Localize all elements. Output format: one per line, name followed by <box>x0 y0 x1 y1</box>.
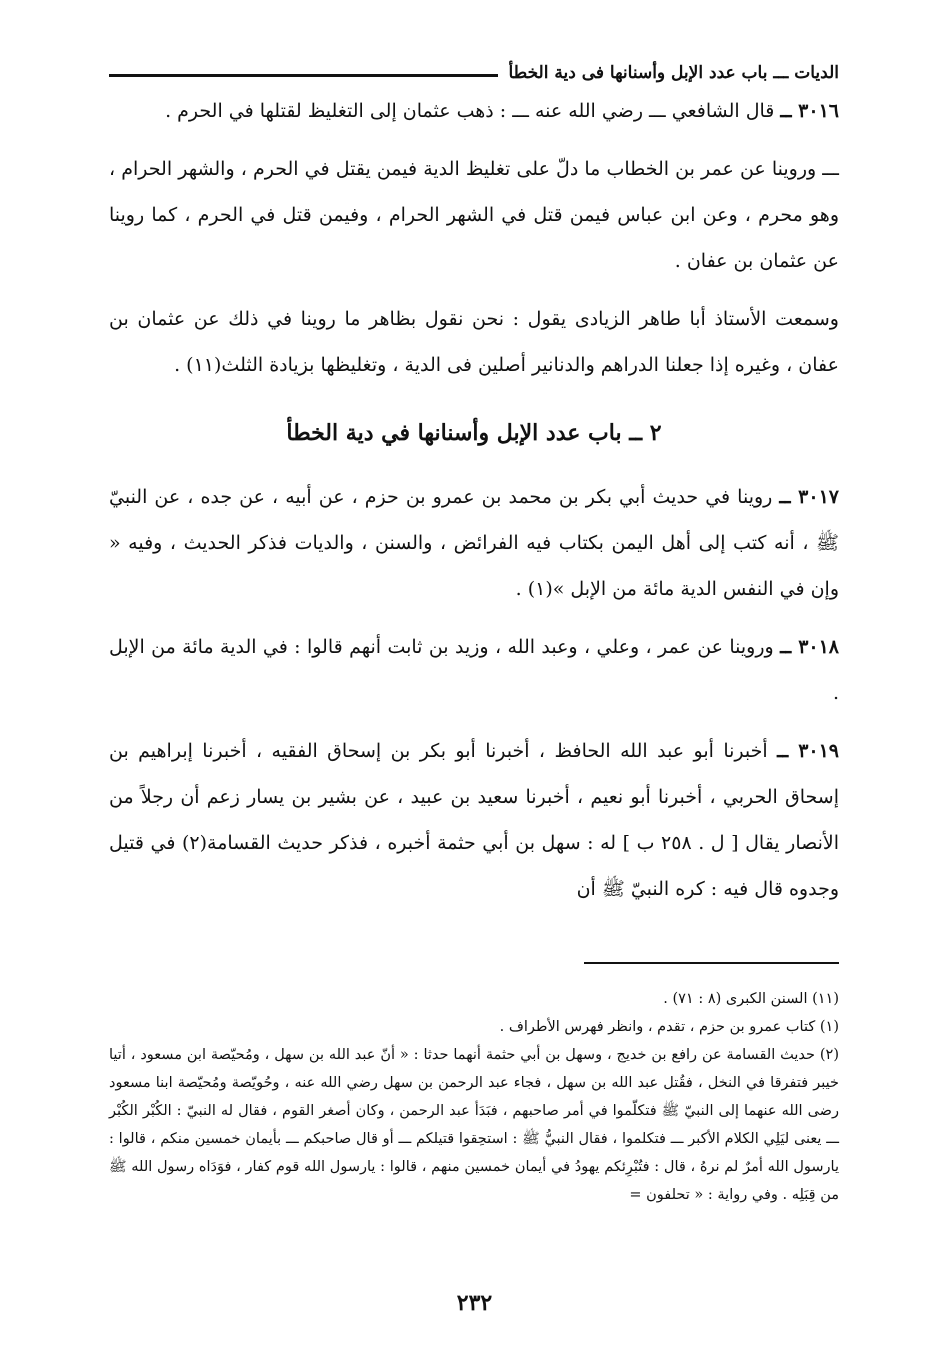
footnote-1: (١) كتاب عمرو بن حزم ، تقدم ، وانظر فهرس الأطراف . <box>499 1019 839 1035</box>
footnotes <box>109 985 839 1209</box>
page-number: ٢٣٢ <box>456 1290 493 1316</box>
footnote-11: (١١) السنن الكبرى (٨ : ٧١) . <box>663 991 839 1007</box>
running-head-text: الديات ـــ باب عدد الإبل وأسنانها فى دية الخطأ <box>508 63 839 83</box>
paragraph-3016 <box>109 88 839 134</box>
running-head-rule <box>109 74 498 77</box>
paragraph-text: ـــ وروينا عن عمر بن الخطاب ما دلّ على تغليظ الدية فيمن يقتل في الحرم ، والشهر الحرام ، وهو محرم ، وعن ابن عباس فيمن قتل في الشهر الحرام ، وفيمن قتل في الحرم ، كما روينا عن عثمان بن عفان . <box>109 158 839 272</box>
running-head <box>109 58 839 88</box>
paragraph-3018 <box>109 624 839 716</box>
paragraph-text: روينا في حديث أبي بكر بن محمد بن عمرو بن حزم ، عن أبيه ، عن جده ، عن النبيّ ﷺ ، أنه كتب إلى أهل اليمن بكتاب فيه الفرائض ، والسنن ، والديات فذكر الحديث ، وفيه « وإن في النفس الدية مائة من الإبل »(١) . <box>109 486 839 600</box>
paragraph-text: قال الشافعي ـــ رضي الله عنه ـــ : ذهب عثمان إلى التغليظ لقتلها في الحرم . <box>165 100 775 122</box>
hadith-number: ٣٠١٩ ــ <box>777 740 840 762</box>
hadith-number: ٣٠١٨ ــ <box>780 636 840 658</box>
paragraph-3017 <box>109 474 839 612</box>
section-title: ٢ ــ باب عدد الإبل وأسنانها في دية الخطأ <box>286 420 662 446</box>
footnote-rule <box>584 962 839 964</box>
paragraph-omar <box>109 146 839 284</box>
main-text <box>109 88 839 912</box>
paragraph-text: وروينا عن عمر ، وعلي ، وعبد الله ، وزيد بن ثابت أنهم قالوا : في الدية مائة من الإبل . <box>109 636 839 704</box>
hadith-number: ٣٠١٦ ــ <box>780 100 839 122</box>
paragraph-text: وسمعت الأستاذ أبا طاهر الزيادى يقول : نحن نقول بظاهر ما روينا في ذلك عن عثمان بن عفان ، وغيره إذا جعلنا الدراهم والدنانير أصلين فى الدية ، وتغليظها بزيادة الثلث(١١) . <box>109 308 839 376</box>
paragraph-3019 <box>109 728 839 912</box>
footnote-2: (٢) حديث القسامة عن رافع بن خديج ، وسهل بن أبي حثمة أنهما حدثا : « أنّ عبد الله بن سهل ، ومُحيّصة ابن مسعود ، أتيا خيبر فتفرقا في النخل ، فقُتل عبد الله بن سهل ، فجاء عبد الرحمن بن سهل رضي الله عنه ، وحُويّصة ومُحيّصة ابنا مسعود رضى الله عنهما إلى النبيّ ﷺ فتكلّموا في أمر صاحبهم ، فبَدَأ عبد الرحمن ، وكان أصغر القوم ، فقال له النبيّ : الكُبْر الكُبْر ـــ يعنى ليَلِي الكلام الأكبر ـــ فتكلموا ، فقال النبيُّ ﷺ : استحِقوا قتيلكم ـــ أو قال صاحبكم ـــ بأيمان خمسين منكم ، قالوا : يارسول الله أمرٌ لم نرهُ ، قال : فتُبْرِئكم يهودُ في أيمان خمسين منهم ، قالوا : يارسول الله قوم كفار ، فوَدَاه رسول الله ﷺ من قِبَلِه . وفي رواية : « تحلفون = <box>109 1047 839 1203</box>
hadith-number: ٣٠١٧ ــ <box>779 486 839 508</box>
paragraph-ziyadi <box>109 296 839 388</box>
paragraph-text: أخبرنا أبو عبد الله الحافظ ، أخبرنا أبو بكر بن إسحاق الفقيه ، أخبرنا إبراهيم بن إسحاق الحربي ، أخبرنا أبو نعيم ، أخبرنا سعيد بن عبيد ، عن بشير بن يسار زعم أن رجلاً من الأنصار يقال [ ل . ٢٥٨ ب ] له : سهل بن أبي حثمة أخبره ، فذكر حديث القسامة(٢) في قتيل وجدوه قال فيه : كره النبيّ ﷺ أن <box>109 740 839 900</box>
